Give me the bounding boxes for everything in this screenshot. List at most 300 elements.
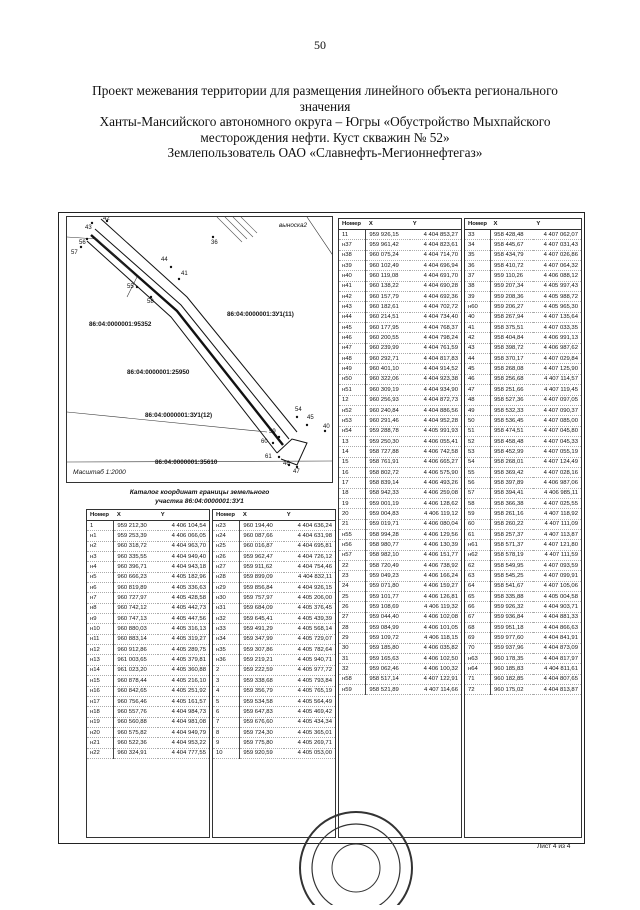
- point-number-cell: н50: [339, 374, 366, 384]
- x-coordinate-cell: 959 071,80: [366, 581, 410, 591]
- y-coordinate-cell: 4 407 114,66: [410, 685, 461, 695]
- table-row: [339, 426, 461, 436]
- x-coordinate-cell: 958 404,84: [491, 333, 534, 343]
- coordinates-table-a: [87, 510, 209, 759]
- table-row: [339, 416, 461, 426]
- y-coordinate-cell: 4 407 085,00: [533, 416, 581, 426]
- y-coordinate-cell: 4 405 379,81: [158, 655, 209, 665]
- x-coordinate-cell: 958 370,17: [491, 354, 534, 364]
- column-header: Номер: [213, 510, 240, 521]
- point-number-cell: 38: [465, 281, 491, 291]
- point-label: 43: [85, 225, 92, 231]
- table-row: [339, 674, 461, 684]
- table-row: [339, 498, 461, 508]
- point-number-cell: н27: [213, 562, 240, 572]
- column-header: X: [366, 219, 410, 230]
- column-header: X: [114, 510, 158, 521]
- x-coordinate-cell: 958 261,16: [491, 509, 534, 519]
- table-row: [339, 561, 461, 571]
- point-label: 61: [265, 454, 272, 460]
- table-row: [213, 583, 335, 593]
- point-number-cell: н40: [339, 271, 366, 281]
- point-number-cell: н32: [213, 614, 240, 624]
- table-row: [87, 562, 209, 572]
- point-number-cell: н48: [339, 354, 366, 364]
- point-number-cell: 65: [465, 592, 491, 602]
- table-row: [87, 676, 209, 686]
- table-row: [213, 748, 335, 758]
- point-number-cell: н17: [87, 696, 114, 706]
- y-coordinate-cell: 4 407 033,35: [533, 323, 581, 333]
- x-coordinate-cell: 959 206,27: [491, 302, 534, 312]
- y-coordinate-cell: 4 405 442,73: [158, 603, 209, 613]
- y-coordinate-cell: 4 406 100,32: [410, 664, 461, 674]
- x-coordinate-cell: 959 338,68: [240, 676, 284, 686]
- point-number-cell: н58: [339, 674, 366, 684]
- table-row: [339, 643, 461, 653]
- point-number-cell: 67: [465, 612, 491, 622]
- table-row: [213, 603, 335, 613]
- y-coordinate-cell: 4 406 259,08: [410, 488, 461, 498]
- x-coordinate-cell: 958 549,95: [491, 561, 534, 571]
- x-coordinate-cell: 958 517,14: [366, 674, 410, 684]
- x-coordinate-cell: 960 200,55: [366, 333, 410, 343]
- y-coordinate-cell: 4 404 768,37: [410, 323, 461, 333]
- table-row: [339, 374, 461, 384]
- y-coordinate-cell: 4 406 101,05: [410, 623, 461, 633]
- y-coordinate-cell: 4 404 636,24: [284, 521, 335, 531]
- x-coordinate-cell: 959 356,79: [240, 686, 284, 696]
- point-number-cell: 54: [465, 457, 491, 467]
- x-coordinate-cell: 960 075,24: [366, 250, 410, 260]
- x-coordinate-cell: 959 684,09: [240, 603, 284, 613]
- table-row: [87, 552, 209, 562]
- x-coordinate-cell: 958 445,67: [491, 240, 534, 250]
- y-coordinate-cell: 4 406 742,58: [410, 447, 461, 457]
- point-number-cell: н7: [87, 593, 114, 603]
- y-coordinate-cell: 4 405 428,58: [158, 593, 209, 603]
- point-number-cell: н23: [213, 521, 240, 531]
- x-coordinate-cell: 959 108,69: [366, 602, 410, 612]
- table-row: [339, 633, 461, 643]
- x-coordinate-cell: 959 222,59: [240, 665, 284, 675]
- x-coordinate-cell: 960 742,12: [114, 603, 158, 613]
- point-number-cell: 40: [465, 312, 491, 322]
- point-number-cell: н59: [339, 685, 366, 695]
- point-label: 42: [103, 216, 110, 222]
- table-row: [465, 292, 581, 302]
- coordinates-table-b: [213, 510, 335, 759]
- point-number-cell: 18: [339, 488, 366, 498]
- x-coordinate-cell: 958 521,89: [366, 685, 410, 695]
- table-row: [87, 634, 209, 644]
- y-coordinate-cell: 4 406 119,32: [410, 602, 461, 612]
- point-number-cell: н8: [87, 603, 114, 613]
- catalog-caption-line-1: Каталог координат границы земельного: [129, 489, 270, 496]
- y-coordinate-cell: 4 404 777,55: [158, 748, 209, 758]
- table-row: [465, 250, 581, 260]
- x-coordinate-cell: 961 003,65: [114, 655, 158, 665]
- x-coordinate-cell: 958 257,37: [491, 529, 534, 539]
- seal-drawing: [295, 806, 417, 905]
- point-label: 58: [147, 299, 154, 305]
- y-coordinate-cell: 4 404 734,40: [410, 312, 461, 322]
- point-number-cell: н11: [87, 634, 114, 644]
- x-coordinate-cell: 958 545,25: [491, 571, 534, 581]
- x-coordinate-cell: 959 001,19: [366, 498, 410, 508]
- table-row: [465, 529, 581, 539]
- table-row: [87, 727, 209, 737]
- table-row: [465, 385, 581, 395]
- point-number-cell: н31: [213, 603, 240, 613]
- table-header-row: [213, 510, 335, 521]
- x-coordinate-cell: 958 720,49: [366, 561, 410, 571]
- point-number-cell: 43: [465, 343, 491, 353]
- x-coordinate-cell: 958 942,33: [366, 488, 410, 498]
- table-row: [87, 521, 209, 531]
- point-number-cell: 50: [465, 416, 491, 426]
- point-number-cell: 41: [465, 323, 491, 333]
- column-header: X: [240, 510, 284, 521]
- x-coordinate-cell: 960 560,88: [114, 717, 158, 727]
- x-coordinate-cell: 958 802,72: [366, 467, 410, 477]
- table-row: [339, 654, 461, 664]
- point-number-cell: н33: [213, 624, 240, 634]
- y-coordinate-cell: 4 407 113,87: [533, 529, 581, 539]
- point-number-cell: 2: [213, 665, 240, 675]
- x-coordinate-cell: 958 474,51: [491, 426, 534, 436]
- x-coordinate-cell: 960 214,51: [366, 312, 410, 322]
- table-row: [87, 583, 209, 593]
- y-coordinate-cell: 4 407 028,16: [533, 467, 581, 477]
- x-coordinate-cell: 958 536,45: [491, 416, 534, 426]
- x-coordinate-cell: 960 878,44: [114, 676, 158, 686]
- y-coordinate-cell: 4 406 118,15: [410, 633, 461, 643]
- point-number-cell: 1: [87, 521, 114, 531]
- point-number-cell: н21: [87, 738, 114, 748]
- point-number-cell: н53: [339, 416, 366, 426]
- point-number-cell: н55: [339, 529, 366, 539]
- x-coordinate-cell: 958 397,89: [491, 478, 534, 488]
- y-coordinate-cell: 4 407 111,09: [533, 519, 581, 529]
- table-row: [213, 572, 335, 582]
- x-coordinate-cell: 959 926,32: [491, 602, 534, 612]
- x-coordinate-cell: 960 819,89: [114, 583, 158, 593]
- point-number-cell: н18: [87, 707, 114, 717]
- y-coordinate-cell: 4 407 090,37: [533, 405, 581, 415]
- y-coordinate-cell: 4 405 360,88: [158, 665, 209, 675]
- table-row: [465, 612, 581, 622]
- point-number-cell: 32: [339, 664, 366, 674]
- table-row: [213, 562, 335, 572]
- table-row: [213, 634, 335, 644]
- y-coordinate-cell: 4 404 754,46: [284, 562, 335, 572]
- x-coordinate-cell: 959 207,34: [491, 281, 534, 291]
- x-coordinate-cell: 959 775,80: [240, 738, 284, 748]
- column-header: Y: [410, 219, 461, 230]
- x-coordinate-cell: 958 452,99: [491, 447, 534, 457]
- corridor-edge-2: [95, 229, 289, 439]
- table-row: [213, 655, 335, 665]
- y-coordinate-cell: 4 404 692,36: [410, 292, 461, 302]
- y-coordinate-cell: 4 404 817,83: [410, 354, 461, 364]
- map-scale: Масштаб 1:2000: [73, 469, 126, 476]
- table-row: [339, 467, 461, 477]
- y-coordinate-cell: 4 404 984,73: [158, 707, 209, 717]
- y-coordinate-cell: 4 405 161,57: [158, 696, 209, 706]
- point-number-cell: 8: [213, 727, 240, 737]
- point-number-cell: н13: [87, 655, 114, 665]
- x-coordinate-cell: 958 428,48: [491, 230, 534, 240]
- x-coordinate-cell: 960 239,99: [366, 343, 410, 353]
- y-coordinate-cell: 4 407 105,06: [533, 581, 581, 591]
- point-number-cell: 53: [465, 447, 491, 457]
- x-coordinate-cell: 960 396,71: [114, 562, 158, 572]
- y-coordinate-cell: 4 406 665,27: [410, 457, 461, 467]
- y-coordinate-cell: 4 404 823,61: [410, 240, 461, 250]
- point-number-cell: н45: [339, 323, 366, 333]
- y-coordinate-cell: 4 407 097,05: [533, 395, 581, 405]
- point-number-cell: н24: [213, 531, 240, 541]
- y-coordinate-cell: 4 404 866,63: [533, 623, 581, 633]
- x-coordinate-cell: 961 023,20: [114, 665, 158, 675]
- y-coordinate-cell: 4 405 765,19: [284, 686, 335, 696]
- x-coordinate-cell: 960 747,13: [114, 614, 158, 624]
- y-coordinate-cell: 4 407 099,91: [533, 571, 581, 581]
- x-coordinate-cell: 959 951,18: [491, 623, 534, 633]
- point-number-cell: н46: [339, 333, 366, 343]
- x-coordinate-cell: 958 839,14: [366, 478, 410, 488]
- table-row: [87, 748, 209, 758]
- y-coordinate-cell: 4 406 129,56: [410, 529, 461, 539]
- point-label: 45: [307, 415, 314, 421]
- y-coordinate-cell: 4 407 025,55: [533, 498, 581, 508]
- hatch-line: [233, 217, 253, 237]
- point-number-cell: н12: [87, 645, 114, 655]
- x-coordinate-cell: 959 101,77: [366, 592, 410, 602]
- table-row: [465, 261, 581, 271]
- y-coordinate-cell: 4 404 934,90: [410, 385, 461, 395]
- title-line-2: Ханты-Мансийского автономного округа – Югры «Обустройство Мыхпайского: [99, 114, 551, 130]
- x-coordinate-cell: 960 912,86: [114, 645, 158, 655]
- y-coordinate-cell: 4 404 926,15: [284, 583, 335, 593]
- x-coordinate-cell: 960 157,79: [366, 292, 410, 302]
- point-number-cell: н54: [339, 426, 366, 436]
- point-number-cell: н1: [87, 531, 114, 541]
- y-coordinate-cell: 4 404 853,27: [410, 230, 461, 240]
- x-coordinate-cell: 959 084,99: [366, 623, 410, 633]
- point-number-cell: н39: [339, 261, 366, 271]
- table-row: [339, 302, 461, 312]
- y-coordinate-cell: 4 406 080,04: [410, 519, 461, 529]
- y-coordinate-cell: 4 406 102,50: [410, 654, 461, 664]
- x-coordinate-cell: 959 676,60: [240, 717, 284, 727]
- point-number-cell: н60: [465, 302, 491, 312]
- y-coordinate-cell: 4 404 923,38: [410, 374, 461, 384]
- y-coordinate-cell: 4 407 093,59: [533, 561, 581, 571]
- point-number-cell: 47: [465, 385, 491, 395]
- point-number-cell: н42: [339, 292, 366, 302]
- table-row: [87, 614, 209, 624]
- y-coordinate-cell: 4 407 055,19: [533, 447, 581, 457]
- column-header: Y: [533, 219, 581, 230]
- parcel-label: 86:04:0000001:35610: [155, 459, 218, 466]
- y-coordinate-cell: 4 404 726,12: [284, 552, 335, 562]
- table-row: [213, 552, 335, 562]
- point-number-cell: 33: [465, 230, 491, 240]
- point-number-cell: 64: [465, 581, 491, 591]
- x-coordinate-cell: 959 491,29: [240, 624, 284, 634]
- x-coordinate-cell: 960 182,61: [366, 302, 410, 312]
- x-coordinate-cell: 959 044,40: [366, 612, 410, 622]
- table-row: [465, 561, 581, 571]
- point-number-cell: н63: [465, 654, 491, 664]
- parcel-label: 86:04:0000001:95352: [89, 321, 152, 328]
- point-number-cell: 46: [465, 374, 491, 384]
- point-label: 60: [261, 439, 268, 445]
- table-row: [339, 478, 461, 488]
- point-number-cell: 69: [465, 633, 491, 643]
- point-number-cell: 24: [339, 581, 366, 591]
- y-coordinate-cell: 4 406 159,27: [410, 581, 461, 591]
- y-coordinate-cell: 4 404 949,79: [158, 727, 209, 737]
- table-row: [87, 624, 209, 634]
- table-row: [213, 676, 335, 686]
- y-coordinate-cell: 4 405 447,56: [158, 614, 209, 624]
- table-row: [465, 498, 581, 508]
- x-coordinate-cell: 960 119,08: [366, 271, 410, 281]
- x-coordinate-cell: 960 522,36: [114, 738, 158, 748]
- x-coordinate-cell: 959 062,46: [366, 664, 410, 674]
- y-coordinate-cell: 4 404 903,71: [533, 602, 581, 612]
- point-number-cell: 15: [339, 457, 366, 467]
- point-number-cell: 27: [339, 612, 366, 622]
- y-coordinate-cell: 4 407 064,32: [533, 261, 581, 271]
- point-number-cell: н62: [465, 550, 491, 560]
- y-coordinate-cell: 4 407 118,92: [533, 509, 581, 519]
- x-coordinate-cell: 960 401,10: [366, 364, 410, 374]
- table-row: [87, 696, 209, 706]
- point-number-cell: 7: [213, 717, 240, 727]
- point-number-cell: н37: [339, 240, 366, 250]
- point-number-cell: н22: [87, 748, 114, 758]
- title-line-3: месторождения нефти. Куст скважин № 52»: [200, 129, 450, 145]
- point-number-cell: 30: [339, 643, 366, 653]
- y-coordinate-cell: 4 406 991,13: [533, 333, 581, 343]
- table-row: [339, 623, 461, 633]
- table-row: [465, 302, 581, 312]
- y-coordinate-cell: 4 405 965,30: [533, 302, 581, 312]
- point-number-cell: 9: [213, 738, 240, 748]
- y-coordinate-cell: 4 405 439,39: [284, 614, 335, 624]
- y-coordinate-cell: 4 404 841,91: [533, 633, 581, 643]
- y-coordinate-cell: 4 405 336,63: [158, 583, 209, 593]
- table-row: [465, 395, 581, 405]
- x-coordinate-cell: 960 335,55: [114, 552, 158, 562]
- y-coordinate-cell: 4 404 981,08: [158, 717, 209, 727]
- point-label: 36: [211, 240, 218, 246]
- table-row: [465, 364, 581, 374]
- point-number-cell: н51: [339, 385, 366, 395]
- x-coordinate-cell: 960 324,91: [114, 748, 158, 758]
- x-coordinate-cell: 959 049,23: [366, 571, 410, 581]
- table-row: [339, 447, 461, 457]
- point-number-cell: 59: [465, 509, 491, 519]
- table-row: [465, 540, 581, 550]
- x-coordinate-cell: 959 347,99: [240, 634, 284, 644]
- table-row: [339, 519, 461, 529]
- point-number-cell: 72: [465, 685, 491, 695]
- y-coordinate-cell: 4 404 886,56: [410, 405, 461, 415]
- x-coordinate-cell: 960 087,66: [240, 531, 284, 541]
- point-number-cell: 14: [339, 447, 366, 457]
- page-number: 50: [314, 38, 326, 52]
- point-number-cell: н5: [87, 572, 114, 582]
- y-coordinate-cell: 4 404 873,09: [533, 643, 581, 653]
- point-label: 47: [293, 469, 300, 475]
- point-label: 41: [181, 271, 188, 277]
- table-row: [339, 685, 461, 695]
- y-coordinate-cell: 4 407 029,84: [533, 354, 581, 364]
- table-row: [87, 665, 209, 675]
- x-coordinate-cell: 959 961,42: [366, 240, 410, 250]
- y-coordinate-cell: 4 406 151,77: [410, 550, 461, 560]
- point-number-cell: н49: [339, 364, 366, 374]
- sheet-number: Лист 4 из 4: [537, 843, 571, 850]
- table-row: [465, 343, 581, 353]
- x-coordinate-cell: 960 666,23: [114, 572, 158, 582]
- column-header: X: [491, 219, 534, 230]
- point-number-cell: 37: [465, 271, 491, 281]
- y-coordinate-cell: 4 405 469,42: [284, 707, 335, 717]
- x-coordinate-cell: 960 756,46: [114, 696, 158, 706]
- point-number-cell: н61: [465, 540, 491, 550]
- point-number-cell: 10: [213, 748, 240, 758]
- point-number-cell: 51: [465, 426, 491, 436]
- y-coordinate-cell: 4 405 216,10: [158, 676, 209, 686]
- point-number-cell: 25: [339, 592, 366, 602]
- table-row: [465, 447, 581, 457]
- y-coordinate-cell: 4 406 102,08: [410, 612, 461, 622]
- table-row: [465, 685, 581, 695]
- point-number-cell: 29: [339, 633, 366, 643]
- y-coordinate-cell: 4 406 738,92: [410, 561, 461, 571]
- y-coordinate-cell: 4 405 434,34: [284, 717, 335, 727]
- y-coordinate-cell: 4 405 316,13: [158, 624, 209, 634]
- map-drawing: [67, 217, 333, 483]
- coordinates-table-d: [465, 219, 581, 695]
- x-coordinate-cell: 958 980,77: [366, 540, 410, 550]
- table-row: [465, 674, 581, 684]
- x-coordinate-cell: 960 177,95: [366, 323, 410, 333]
- point-number-cell: н14: [87, 665, 114, 675]
- x-coordinate-cell: 959 647,83: [240, 707, 284, 717]
- x-coordinate-cell: 959 250,30: [366, 436, 410, 446]
- table-row: [213, 696, 335, 706]
- point-label: 54: [295, 407, 302, 413]
- point-number-cell: 48: [465, 395, 491, 405]
- y-coordinate-cell: 4 406 985,11: [533, 488, 581, 498]
- x-coordinate-cell: 959 724,30: [240, 727, 284, 737]
- parcel-label: 86:04:0000001:25950: [127, 369, 190, 376]
- y-coordinate-cell: 4 404 691,70: [410, 271, 461, 281]
- point-number-cell: 71: [465, 674, 491, 684]
- point-number-cell: н41: [339, 281, 366, 291]
- table-row: [465, 354, 581, 364]
- y-coordinate-cell: 4 406 987,06: [533, 478, 581, 488]
- table-row: [213, 665, 335, 675]
- y-coordinate-cell: 4 407 119,45: [533, 385, 581, 395]
